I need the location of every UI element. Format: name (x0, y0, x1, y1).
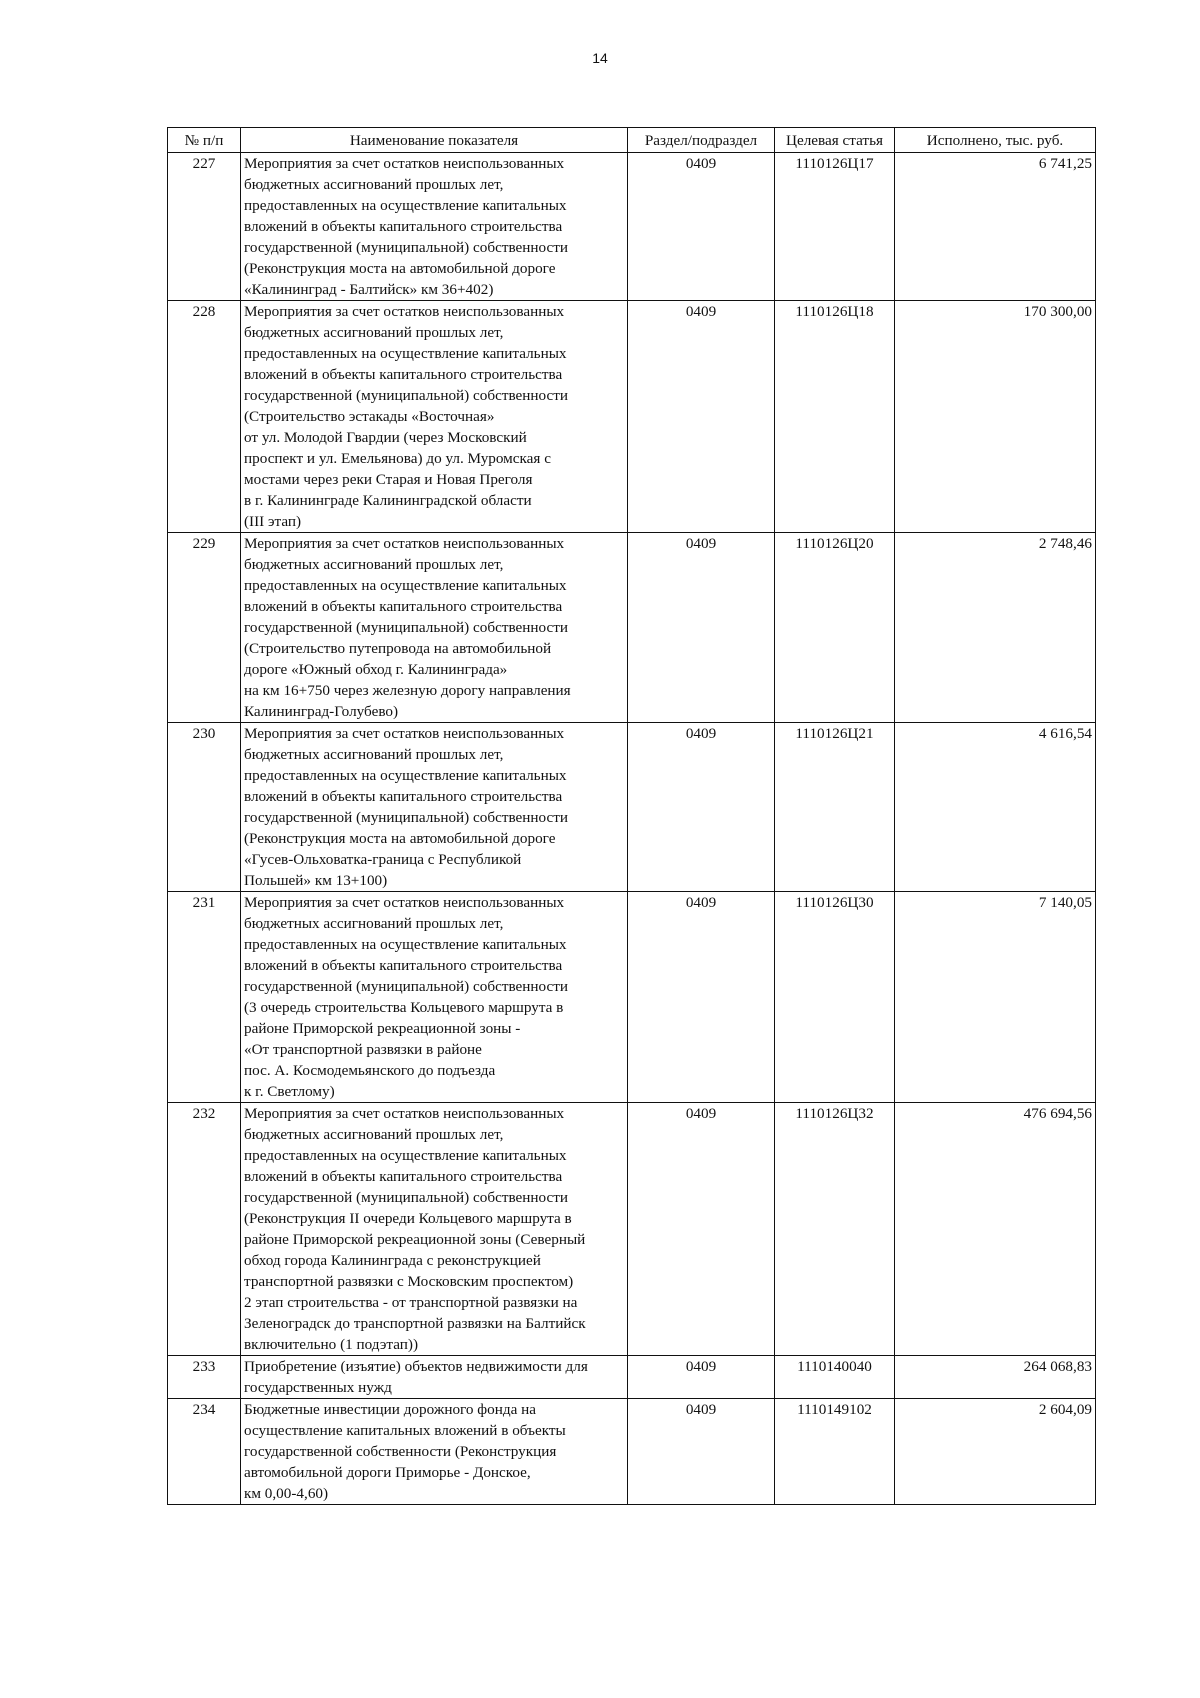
page-number: 14 (592, 50, 608, 66)
row-number: 229 (168, 533, 241, 723)
row-section: 0409 (628, 892, 775, 1103)
row-name: Приобретение (изъятие) объектов недвижимости для государственных нужд (241, 1356, 628, 1399)
header-amount: Исполнено, тыс. руб. (895, 128, 1096, 153)
table-row (168, 301, 1096, 533)
row-name: Мероприятия за счет остатков неиспользованных бюджетных ассигнований прошлых лет, предоставленных на осуществление капитальных вложений в объекты капитального строительства государственной (муниципальной) собственности (Строительство путепровода на автомобильной дороге «Южный обход г. Калининграда» на км 16+750 через железную дорогу направления Калининград-Голубево) (241, 533, 628, 723)
row-section: 0409 (628, 153, 775, 301)
row-number: 227 (168, 153, 241, 301)
row-article: 1110126Ц17 (775, 153, 895, 301)
row-number: 231 (168, 892, 241, 1103)
row-section: 0409 (628, 723, 775, 892)
row-name: Мероприятия за счет остатков неиспользованных бюджетных ассигнований прошлых лет, предоставленных на осуществление капитальных вложений в объекты капитального строительства государственной (муниципальной) собственности (Реконструкция II очереди Кольцевого маршрута в районе Приморской рекреационной зоны (Северный обход города Калининграда с реконструкцией транспортной развязки с Московским проспектом) 2 этап строительства - от транспортной развязки на Зеленоградск до транспортной развязки на Балтийск включительно (1 подэтап)) (241, 1103, 628, 1356)
row-number: 232 (168, 1103, 241, 1356)
row-article: 1110149102 (775, 1399, 895, 1505)
header-section: Раздел/подраздел (628, 128, 775, 153)
header-article: Целевая статья (775, 128, 895, 153)
row-section: 0409 (628, 301, 775, 533)
table-row (168, 1103, 1096, 1356)
row-section: 0409 (628, 1103, 775, 1356)
row-article: 1110126Ц21 (775, 723, 895, 892)
table-row (168, 533, 1096, 723)
row-amount: 2 748,46 (895, 533, 1096, 723)
row-number: 234 (168, 1399, 241, 1505)
row-section: 0409 (628, 1399, 775, 1505)
row-amount: 476 694,56 (895, 1103, 1096, 1356)
row-amount: 264 068,83 (895, 1356, 1096, 1399)
row-amount: 7 140,05 (895, 892, 1096, 1103)
header-name: Наименование показателя (241, 128, 628, 153)
row-name: Мероприятия за счет остатков неиспользованных бюджетных ассигнований прошлых лет, предоставленных на осуществление капитальных вложений в объекты капитального строительства государственной (муниципальной) собственности (Строительство эстакады «Восточная» от ул. Молодой Гвардии (через Московский проспект и ул. Емельянова) до ул. Муромская с мостами через реки Старая и Новая Преголя в г. Калининграде Калининградской области (III этап) (241, 301, 628, 533)
budget-table (167, 127, 1096, 1505)
row-number: 228 (168, 301, 241, 533)
row-amount: 4 616,54 (895, 723, 1096, 892)
table-row (168, 892, 1096, 1103)
row-number: 233 (168, 1356, 241, 1399)
row-article: 1110126Ц30 (775, 892, 895, 1103)
row-article: 1110140040 (775, 1356, 895, 1399)
row-name: Мероприятия за счет остатков неиспользованных бюджетных ассигнований прошлых лет, предоставленных на осуществление капитальных вложений в объекты капитального строительства государственной (муниципальной) собственности (Реконструкция моста на автомобильной дороге «Калининград - Балтийск» км 36+402) (241, 153, 628, 301)
row-section: 0409 (628, 533, 775, 723)
row-name: Мероприятия за счет остатков неиспользованных бюджетных ассигнований прошлых лет, предоставленных на осуществление капитальных вложений в объекты капитального строительства государственной (муниципальной) собственности (3 очередь строительства Кольцевого маршрута в районе Приморской рекреационной зоны - «От транспортной развязки в районе пос. А. Космодемьянского до подъезда к г. Светлому) (241, 892, 628, 1103)
row-amount: 170 300,00 (895, 301, 1096, 533)
table-row (168, 153, 1096, 301)
table-header-row (168, 128, 1096, 153)
row-article: 1110126Ц20 (775, 533, 895, 723)
row-article: 1110126Ц32 (775, 1103, 895, 1356)
row-amount: 6 741,25 (895, 153, 1096, 301)
row-article: 1110126Ц18 (775, 301, 895, 533)
table-row (168, 1399, 1096, 1505)
row-amount: 2 604,09 (895, 1399, 1096, 1505)
row-section: 0409 (628, 1356, 775, 1399)
row-number: 230 (168, 723, 241, 892)
row-name: Бюджетные инвестиции дорожного фонда на осуществление капитальных вложений в объекты государственной собственности (Реконструкция автомобильной дороги Приморье - Донское, км 0,00-4,60) (241, 1399, 628, 1505)
header-number: № п/п (168, 128, 241, 153)
row-name: Мероприятия за счет остатков неиспользованных бюджетных ассигнований прошлых лет, предоставленных на осуществление капитальных вложений в объекты капитального строительства государственной (муниципальной) собственности (Реконструкция моста на автомобильной дороге «Гусев-Ольховатка-граница с Республикой Польшей» км 13+100) (241, 723, 628, 892)
table-row (168, 723, 1096, 892)
table-row (168, 1356, 1096, 1399)
